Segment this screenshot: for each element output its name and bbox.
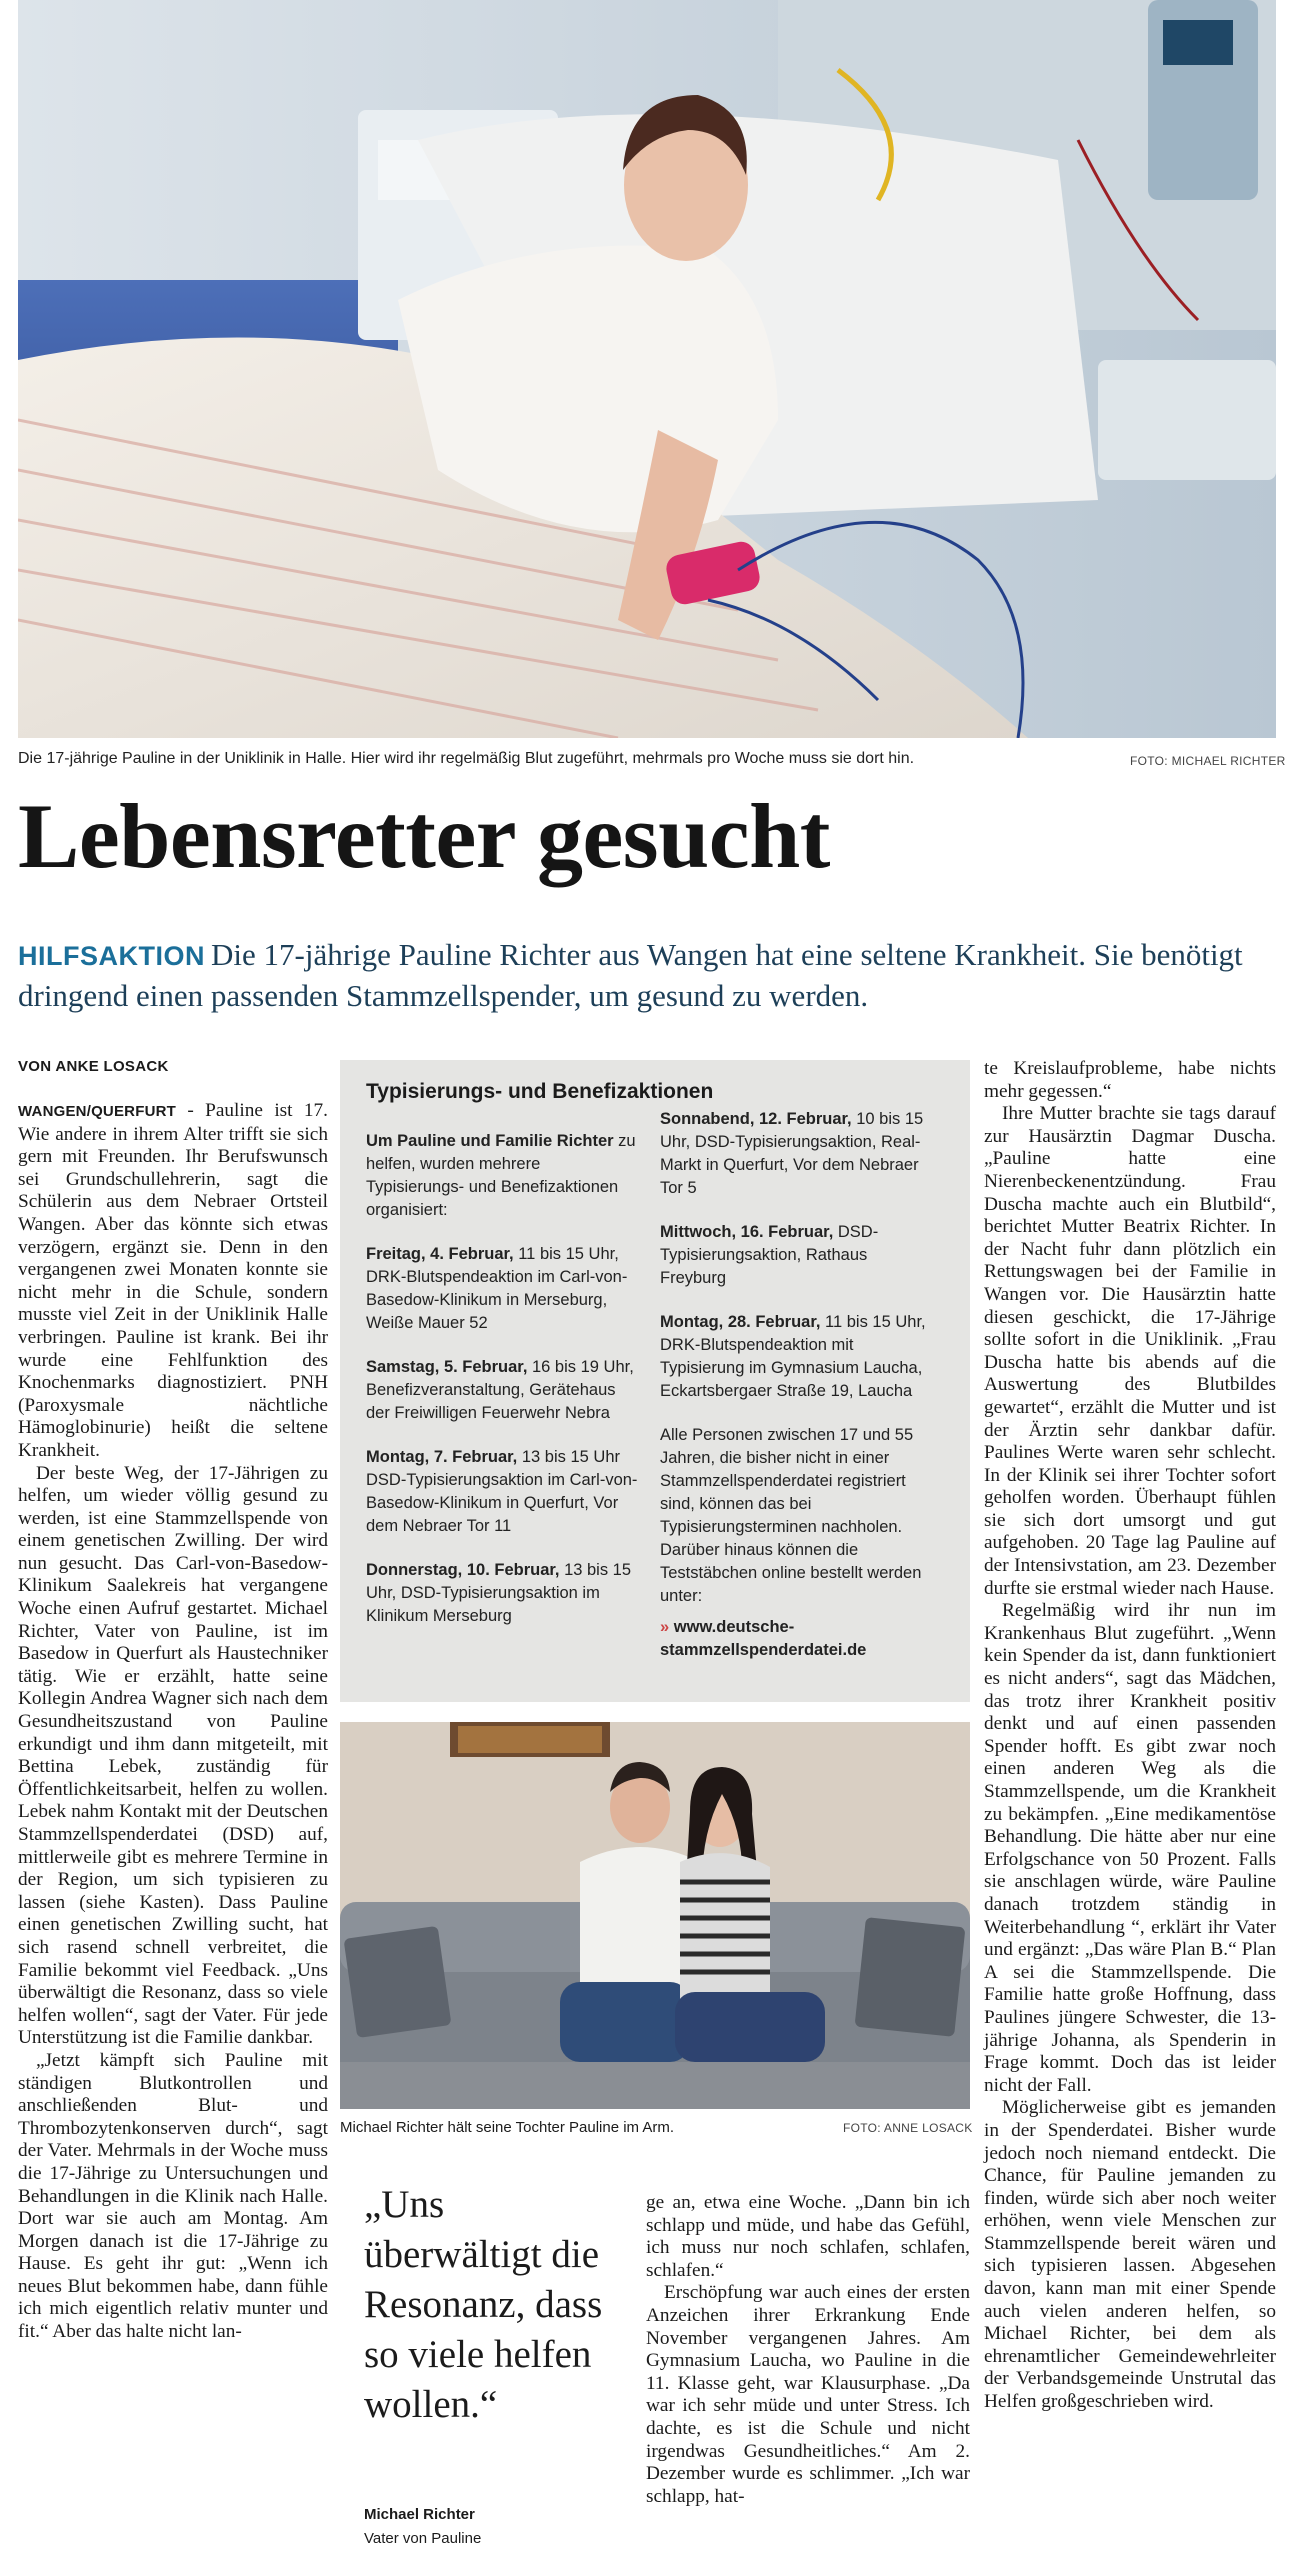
paragraph: Ihre Mutter brachte sie tags darauf zur Hausärztin Dagmar Duscha. „Pauline hatte eine Nierenbeckenentzündung. Frau Duscha machte auch ein Blutbild“, berichtet Mutter Beatrix Richter. In der Nacht fuhr dann plötzlich ein Rettungswagen bei der Familie in Wangen vor. Die Hausärztin hatte diesen geschickt, die 17-Jährige sollte sofort in die Uniklinik. „Frau Duscha hatte bis abends auf die Auswertung des Blutbildes gewartet“, erzählt die Mutter und ist der Ärztin sehr dankbar dafür. Paulines Werte waren sehr schlecht. In der Klinik sei ihrer Tochter sofort geholfen worden. Überhaupt fühlen sie sich dort umsorgt und gut aufgehoben. 20 Tage lag Pauline auf der Intensivstation, am 23. Dezember durfte sie erstmal wieder nach Hause. bbox=[984, 1103, 1276, 1599]
photo-caption: Michael Richter hält seine Tochter Pauline im Arm. bbox=[340, 2119, 675, 2136]
event-entry bbox=[366, 1559, 641, 1628]
event-text: 16 bis 19 Uhr, Benefizveranstaltung, Gerätehaus der Freiwilligen Feuerwehr Nebra bbox=[366, 1358, 634, 1422]
event-text: zu helfen, wurden mehrere Typisierungs- und Benefizaktionen organisiert: bbox=[366, 1132, 636, 1219]
event-date: Samstag, 5. Februar, bbox=[366, 1358, 528, 1376]
info-box bbox=[340, 1060, 970, 1702]
event-entry bbox=[660, 1311, 935, 1403]
paragraph: Der beste Weg, der 17-Jährigen zu helfen, um wieder völlig gesund zu werden, ist eine Stammzellspende von einem genetischen Zwilling. Der wird nun gesucht. Das Carl-von-Basedow-Klinikum Saalekreis hat vergangene Woche einen Aufruf gestartet. Michael Richter, Vater von Pauline, ist im Basedow in Querfurt als Haustechniker tätig. Wie er erzählt, hatte seine Kollegin Andrea Wagner sich nach dem Gesundheitszustand von Pauline erkundigt und ihm dann mitgeteilt, mit Bettina Lebek, zuständig für Öffentlichkeitsarbeit, helfen zu wollen. Lebek nahm Kontakt mit der Deutschen Stammzellspenderdatei (DSD) auf, mittlerweile gibt es mehrere Termine in der Region, um sich typisieren zu lassen (siehe Kasten). Dass Pauline einen genetischen Zwilling sucht, hat sich rasend schnell verbreitet, die Familie bekommt viel Feedback. „Uns überwältigt die Resonanz, dass so viele helfen wollen“, sagt der Vater. Für jede Unterstützung ist die Familie dankbar. bbox=[18, 1462, 328, 2049]
quote-author: Michael Richter bbox=[364, 2506, 475, 2523]
event-entry bbox=[660, 1221, 935, 1290]
quote-role: Vater von Pauline bbox=[364, 2530, 482, 2547]
event-date: Mittwoch, 16. Februar, bbox=[660, 1223, 834, 1241]
paragraph bbox=[18, 1100, 328, 1463]
event-date: Freitag, 4. Februar, bbox=[366, 1245, 514, 1263]
event-entry bbox=[366, 1243, 641, 1335]
event-text: 10 bis 15 Uhr, DSD-Typisierungsaktion, Real-Markt in Querfurt, Vor dem Nebraer Tor 5 bbox=[660, 1110, 924, 1197]
article-column-3 bbox=[646, 2192, 970, 2508]
paragraph: ge an, etwa eine Woche. „Dann bin ich schlapp und müde, und habe das Gefühl, ich muss nur noch schlafen, schlafen, schlafen.“ bbox=[646, 2192, 970, 2281]
event-entry bbox=[366, 1356, 641, 1425]
paragraph: Möglicherweise gibt es jemanden in der Spenderdatei. Bisher wurde jedoch noch niemand entdeckt. Die Chance, für Pauline jemanden zu finden, würde sich aber noch weiter erhöhen, wenn viele Menschen zur Stammzellspende bereit wären und sich typisieren lassen. Abgesehen davon, kann man mit einer Spende auch vielen anderen helfen, so Michael Richter, bei dem als ehrenamtlicher Gemeindewehrleiter der Verbandsgemeinde Unstrutal das Helfen großgeschrieben wird. bbox=[984, 2097, 1276, 2413]
pull-quote: „Uns überwältigt die Resonanz, dass so viele helfen wollen.“ bbox=[364, 2183, 603, 2426]
event-date: Montag, 28. Februar, bbox=[660, 1313, 821, 1331]
event-text: 11 bis 15 Uhr, DRK-Blutspendeaktion im Carl-von-Basedow-Klinikum in Merseburg, Weiße Mauer 52 bbox=[366, 1245, 628, 1332]
event-entry bbox=[366, 1446, 641, 1538]
arrow-icon: » bbox=[660, 1618, 670, 1636]
paragraph: Regelmäßig wird ihr nun im Krankenhaus Blut zugeführt. „Wenn kein Spender da ist, dann funktioniert es nicht anders“, sagt das Mädchen, das trotz ihrer Krankheit positiv denkt und auf einen passenden Spender hofft. Es gibt zwar noch einen anderen Weg als die Stammzellspende, um die Krankheit zu bekämpfen. „Eine medikamentöse Behandlung. Die hätte aber nur eine Erfolgschance von 50 Prozent. Falls sie anschlagen würde, wäre Pauline danach trotzdem ständig in Weiterbehandlung “, erklärt ihr Vater und ergänzt: „Das wäre Plan B.“ Plan A sei die Stammzellspende. Die Familie hatte große Hoffnung, dass Paulines jüngere Schwester, die 13-jährige Johanna, als Spenderin in Frage kommt. Doch das ist leider nicht der Fall. bbox=[984, 1600, 1276, 2096]
photo-caption: Die 17-jährige Pauline in der Uniklinik in Halle. Hier wird ihr regelmäßig Blut zugeführt, mehrmals pro Woche muss sie dort hin. bbox=[18, 750, 915, 767]
info-box-left-column bbox=[366, 1130, 641, 1649]
event-text: 13 bis 15 Uhr DSD-Typisierungsaktion im Carl-von-Basedow-Klinikum in Querfurt, Vor dem Nebraer Tor 11 bbox=[366, 1448, 638, 1535]
subheadline-text: Die 17-jährige Pauline Richter aus Wangen hat eine seltene Krankheit. Sie benötigt dringend einen passenden Stammzellspender, um gesund zu werden. bbox=[18, 937, 1243, 1013]
event-text: 13 bis 15 Uhr, DSD-Typisierungsaktion im Klinikum Merseburg bbox=[366, 1561, 632, 1625]
info-box-right-column bbox=[660, 1108, 935, 1662]
kicker: HILFSAKTION bbox=[18, 941, 205, 971]
event-entry bbox=[366, 1130, 641, 1222]
event-date: Montag, 7. Februar, bbox=[366, 1448, 518, 1466]
subheadline bbox=[18, 935, 1278, 1016]
donor-database-link[interactable] bbox=[660, 1616, 935, 1662]
photo-credit: FOTO: ANNE LOSACK bbox=[843, 2121, 973, 2135]
info-box-title: Typisierungs- und Benefizaktionen bbox=[366, 1080, 714, 1103]
dateline: WANGEN/QUERFURT bbox=[18, 1103, 176, 1120]
paragraph-text: - Pauline ist 17. Wie andere in ihrem Alter trifft sie sich gern mit Freunden. Ihr Berufswunsch sei Grundschullehrerin, sagt die Schülerin aus dem Nebraer Ortsteil Wangen. Aber das könnte sich etwas verzögern, ergänzt sie. Denn in den vergangenen zwei Monaten konnte sie nicht mehr in die Schule, sondern musste viel Zeit in der Uniklinik Halle verbringen. Pauline ist krank. Bei ihr wurde eine Fehlfunktion des Knochenmarks diagnostiziert. PNH (Paroxysmale nächtliche Hämoglobinurie) heißt die seltene Krankheit. bbox=[18, 1100, 328, 1461]
link-text: www.deutsche-stammzellspenderdatei.de bbox=[660, 1618, 867, 1659]
article-column-4 bbox=[984, 1058, 1276, 2414]
family-photo bbox=[340, 1722, 970, 2109]
info-note bbox=[660, 1424, 935, 1608]
event-date: Um Pauline und Familie Richter bbox=[366, 1132, 614, 1150]
event-entry bbox=[660, 1108, 935, 1200]
paragraph: Erschöpfung war auch eines der ersten Anzeichen ihrer Erkrankung Ende November vergangenen Jahres. Am Gymnasium Laucha, wo Pauline in die 11. Klasse geht, war Klausurphase. „Da war ich sehr müde und unter Stress. Ich dachte, es ist die Schule und nicht irgendwas Gesundheitliches.“ Am 2. Dezember wurde es schlimmer. „Ich war schlapp, hat- bbox=[646, 2282, 970, 2507]
hospital-photo bbox=[18, 0, 1276, 738]
paragraph: te Kreislaufprobleme, habe nichts mehr gegessen.“ bbox=[984, 1058, 1276, 1102]
headline: Lebensretter gesucht bbox=[18, 785, 830, 887]
event-text: 11 bis 15 Uhr, DRK-Blutspendeaktion mit Typisierung im Gymnasium Laucha, Eckartsbergaer Straße 19, Laucha bbox=[660, 1313, 926, 1400]
photo-credit: FOTO: MICHAEL RICHTER bbox=[1130, 754, 1286, 768]
paragraph: „Jetzt kämpft sich Pauline mit ständigen Blutkontrollen und anschließenden Blut- und Thrombozytenkonserven durch“, sagt der Vater. Mehrmals in der Woche muss die 17-Jährige zu Untersuchungen und Behandlungen in die Klinik nach Halle. Dort war sie auch am Montag. Am Morgen danach ist die 17-Jährige zu Hause. Es geht ihr gut: „Wenn ich neues Blut bekommen habe, dann fühle ich mich eigentlich relativ munter und fit.“ Aber das halte nicht lan- bbox=[18, 2049, 328, 2343]
event-date: Donnerstag, 10. Februar, bbox=[366, 1561, 560, 1579]
event-text: DSD-Typisierungsaktion, Rathaus Freyburg bbox=[660, 1223, 879, 1287]
info-note-text: Alle Personen zwischen 17 und 55 Jahren, die bisher nicht in einer Stammzellspenderdatei registriert sind, können das bei Typisierungsterminen nachholen. Darüber hinaus können die Teststäbchen online bestellt werden unter: bbox=[660, 1426, 922, 1605]
event-date: Sonnabend, 12. Februar, bbox=[660, 1110, 852, 1128]
byline: VON ANKE LOSACK bbox=[18, 1058, 169, 1075]
article-column-1 bbox=[18, 1100, 328, 2344]
